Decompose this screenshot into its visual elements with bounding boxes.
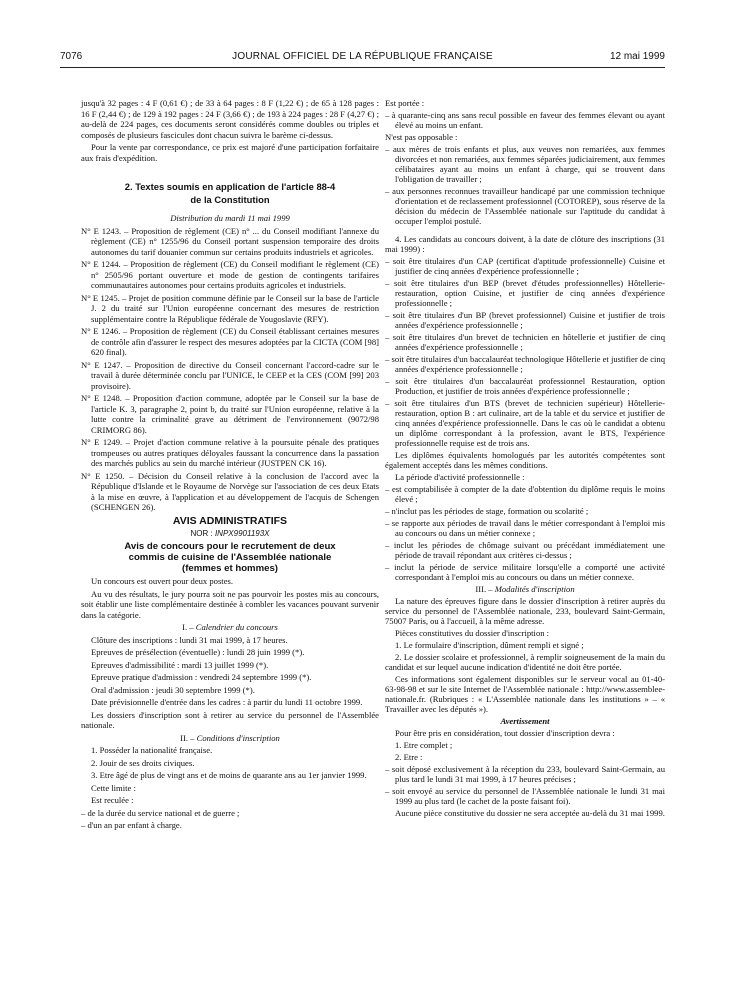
list-item: – est comptabilisée à compter de la date d'obtention du diplôme requis le moins élevé ; [385, 484, 665, 504]
section-title-line: de la Constitution [190, 194, 270, 205]
conditions-heading [81, 733, 379, 744]
journal-title: JOURNAL OFFICIEL DE LA RÉPUBLIQUE FRANÇAISE [232, 51, 493, 62]
list-item: – inclut la période de service militaire lorsqu'elle a comporté une activité correspondant à l'emploi mis au concours ou dans un métier connexe. [385, 562, 665, 582]
list-item: N° E 1244. – Proposition de règlement (CE) du Conseil modifiant le règlement (CE) n° 2505/96 portant ouverture et mode de gestion de contingents tarifaires communautaires autonomes pour certains produits agricoles et industriels. [81, 259, 379, 290]
list-item: N° E 1246. – Proposition de règlement (CE) du Conseil établissant certaines mesures de contrôle afin d'assurer le respect des mesures adoptées par la CICTA (COM [98] 620 final). [81, 326, 379, 357]
list-item: – soit envoyé au service du personnel de l'Assemblée nationale le lundi 31 mai 1999 au plus tard (le cachet de la poste faisant foi). [385, 786, 665, 806]
calendrier-number: I. – [182, 622, 194, 632]
entries-list [81, 226, 379, 513]
condition-line: 1. Posséder la nationalité française. [91, 745, 213, 755]
final-paragraph: Aucune pièce constitutive du dossier ne sera acceptée au-delà du 31 mai 1999. [395, 808, 665, 818]
intro-paragraph: Pour la vente par correspondance, ce prix est majoré d'une participation forfaitaire aux frais d'expédition. [81, 142, 379, 163]
avis-heading-line: (femmes et hommes) [182, 563, 278, 574]
avert-paragraph: 2. Etre : [395, 752, 423, 762]
modalites-heading [385, 584, 665, 594]
list-item: – de la durée du service national et de guerre ; [81, 807, 240, 818]
list-item: – inclut les périodes de chômage suivant ou précédant immédiatement une période de travail répondant aux critères ci-dessus ; [385, 540, 665, 560]
list-item: – aux personnes reconnues travailleur handicapé par une commission technique d'orientation et de reclassement professionnel (COTOREP), sous réserve de la décision du médecin de l'Assemblée nationale sur l'aptitude du candidat à occuper l'emploi postulé. [385, 186, 665, 226]
calendar-line: Les dossiers d'inscription sont à retirer au service du personnel de l'Assemblée nationale. [81, 709, 379, 730]
list-item: – à quarante-cinq ans sans recul possible en faveur des femmes élevant ou ayant élevé au moins un enfant. [385, 110, 665, 130]
list-item: – soit être titulaires d'un BTS (brevet de technicien supérieur) Hôtellerie-restauration, option B : art culinaire, art de la table et du service et justifier de cinq années d'expérience professionnelle. Dans le cas où le candidat a obtenu un diplôme correspondant à la profession, avant le BTS, l'expérience professionnelle requise est de trois ans. [385, 398, 665, 448]
section-2-heading [81, 181, 379, 205]
calendar-line: Epreuves de présélection (éventuelle) : lundi 28 juin 1999 (*). [91, 647, 305, 657]
avis-heading-line: Avis de concours pour le recrutement de deux [124, 541, 336, 552]
portee-label: Est portée : [385, 98, 425, 108]
right-column [385, 98, 665, 820]
calendar-line: Oral d'admission : jeudi 30 septembre 1999 (*). [91, 684, 255, 695]
modalites-number: III. – [475, 584, 493, 594]
list-item: – soit être titulaires d'un baccalauréat technologique Hôtellerie et justifier de cinq années d'expérience professionnelle ; [385, 354, 665, 374]
running-header [60, 52, 665, 64]
conditions-number: II. – [180, 732, 195, 743]
list-item: – se rapporte aux périodes de travail dans le métier correspondant à l'emploi mis au concours ou dans un métier connexe ; [385, 518, 665, 538]
nor-label: NOR : [190, 528, 213, 538]
calendrier-heading [81, 622, 379, 633]
modalites-paragraph: La nature des épreuves figure dans le dossier d'inscription à retirer auprès du service du personnel de l'Assemblée nationale, 233, boulevard Saint-Germain, 75007 Paris, ou à l'accueil, à la même adresse. [385, 596, 665, 626]
modalites-paragraph: Ces informations sont également disponibles sur le serveur vocal au 01-40-63-98-98 et sur le site Internet de l'Assemblée nationale : http://www.assemblee-nationale.fr. (Rubriques : « L'Assemblée nationale dans les institutions » – « Travailler avec les députés »). [385, 674, 665, 714]
left-column [81, 98, 379, 833]
avis-heading-line: commis de cuisine de l'Assemblée nationale [128, 552, 332, 563]
diplomes-paragraph: Les diplômes équivalents homologués par les autorités compétentes sont également acceptés dans les mêmes conditions. [385, 450, 665, 470]
periode-label: La période d'activité professionnelle : [395, 472, 525, 482]
item-4-paragraph: 4. Les candidats au concours doivent, à la date de clôture des inscriptions (31 mai 1999) : [385, 234, 665, 254]
list-item: – soit être titulaires d'un baccalauréat professionnel Restauration, option Production, et justifier de trois années d'expérience professionnelle ; [385, 376, 665, 396]
section-title-line: 2. Textes soumis en application de l'article 88-4 [124, 181, 336, 192]
page-number: 7076 [60, 51, 83, 62]
avis-administratifs-title: AVIS ADMINISTRATIFS [172, 514, 288, 527]
calendar-line: Clôture des inscriptions : lundi 31 mai 1999, à 17 heures. [91, 634, 288, 645]
list-item: – n'inclut pas les périodes de stage, formation ou scolarité ; [385, 506, 589, 516]
modalites-paragraph: 1. Le formulaire d'inscription, dûment rempli et signé ; [395, 640, 584, 650]
avis-heading [81, 541, 379, 574]
nor-value: INPX9901193X [214, 528, 270, 538]
calendar-line: Date prévisionnelle d'entrée dans les cadres : à partir du lundi 11 octobre 1999. [91, 697, 363, 707]
condition-line: Est reculée : [91, 795, 134, 805]
header-rule [60, 67, 665, 68]
calendar-line: Epreuves d'admissibilité : mardi 13 juillet 1999 (*). [91, 659, 269, 670]
condition-line: Cette limite : [91, 782, 136, 793]
avertissement-heading: Avertissement [500, 716, 550, 726]
list-item: N° E 1247. – Proposition de directive du Conseil concernant l'accord-cadre sur le travail à durée déterminée conclu par l'UNICE, le CEEP et la CES (COM [99] 203 provisoire). [81, 359, 379, 391]
list-item: – soit être titulaires d'un BP (brevet professionnel) Cuisine et justifier de trois années d'expérience professionnelle ; [385, 310, 665, 330]
list-item: – soit être titulaires d'un CAP (certificat d'aptitude professionnelle) Cuisine et justifier de cinq années d'expérience professionnelle ; [385, 256, 665, 276]
opposable-label: N'est pas opposable : [385, 132, 458, 142]
list-item: – aux mères de trois enfants et plus, aux veuves non remariées, aux femmes divorcées et non remariées, aux femmes séparées judiciairement, aux femmes célibataires ayant au moins un enfant à charge, qui se trouvent dans l'obligation de travailler ; [385, 144, 665, 184]
issue-date: 12 mai 1999 [609, 51, 665, 62]
list-item: – soit être titulaires d'un brevet de technicien en hôtellerie et justifier de cinq années d'expérience professionnelle ; [385, 332, 665, 352]
avert-paragraph: Pour être pris en considération, tout dossier d'inscription devra : [395, 728, 615, 738]
calendrier-title: Calendrier du concours [195, 622, 278, 632]
conditions-title: Conditions d'inscription [196, 732, 280, 743]
list-item: N° E 1245. – Projet de position commune définie par le Conseil sur la base de l'article J. 2 du traité sur l'Union européenne concernant des mesures de restriction supplémentaire contre la République fédérale de Yougoslavie (RFY). [81, 292, 379, 324]
modalites-paragraph: Pièces constitutives du dossier d'inscription : [395, 628, 550, 638]
distribution-date: Distribution du mardi 11 mai 1999 [170, 213, 290, 223]
condition-line: 2. Jouir de ses droits civiques. [91, 757, 195, 768]
avis-paragraph: Au vu des résultats, le jury pourra soit ne pas pourvoir les postes mis au concours, soit établir une liste complémentaire destinée à combler les vacances pouvant survenir dans la catégorie. [81, 588, 379, 620]
intro-paragraph: jusqu'à 32 pages : 4 F (0,61 €) ; de 33 à 64 pages : 8 F (1,22 €) ; de 65 à 128 pages : 16 F (2,44 €) ; de 129 à 192 pages : 24 F (3,66 €) ; de 193 à 224 pages : 28 F (4,27 €) ; au-delà de 224 pages, ces documents seront considérés comme doubles ou triples et composés de plusieurs fascicules dont chacun suivra le barème ci-dessus. [81, 98, 379, 140]
condition-line: 3. Etre âgé de plus de vingt ans et de moins de quarante ans au 1er janvier 1999. [91, 770, 367, 780]
list-item: N° E 1249. – Projet d'action commune relative à la poursuite pénale des pratiques trompeuses ou autres pratiques déloyales faussant la concurrence dans la passation des marchés publics au sein du marché intérieur (JUSTPEN CK 16). [81, 437, 379, 468]
nor-reference [81, 529, 379, 540]
avis-paragraph: Un concours est ouvert pour deux postes. [91, 576, 234, 586]
avert-paragraph: 1. Etre complet ; [395, 740, 453, 750]
modalites-title: Modalités d'inscription [494, 584, 575, 594]
list-item: N° E 1250. – Décision du Conseil relative à la conclusion de l'accord avec la République d'Islande et le Royaume de Norvège sur l'association de ces deux Etats à la mise en œuvre, à l'application et au développement de l'acquis de Schengen (SCHENGEN 26). [81, 470, 379, 512]
list-item: – soit déposé exclusivement à la réception du 233, boulevard Saint-Germain, au plus tard le lundi 31 mai 1999, à 17 heures précises ; [385, 764, 665, 784]
modalites-paragraph: 2. Le dossier scolaire et professionnel, à remplir soigneusement de la main du candidat et sur lequel aucune indication d'identité ne doit être portée. [385, 652, 665, 672]
calendar-line: Epreuve pratique d'admission : vendredi 24 septembre 1999 (*). [91, 672, 312, 682]
list-item: – soit être titulaires d'un BEP (brevet d'études professionnelles) Hôtellerie-restauration, option Cuisine, et justifier de cinq années d'expérience professionnelle ; [385, 278, 665, 308]
list-item: N° E 1243. – Proposition de règlement (CE) n° ... du Conseil modifiant l'annexe du règlement (CE) n° 1255/96 du Conseil portant suspension temporaire des droits autonomes du tarif douanier commun sur certains produits industriels et agricoles. [81, 225, 379, 257]
list-item: – d'un an par enfant à charge. [81, 820, 182, 830]
list-item: N° E 1248. – Proposition d'action commune, adoptée par le Conseil sur la base de l'article K. 3, paragraphe 2, point b, du traité sur l'Union européenne, relative à la lutte contre la criminalité grave au détriment de l'environnement (9072/98 CRIMORG 86). [81, 393, 379, 435]
